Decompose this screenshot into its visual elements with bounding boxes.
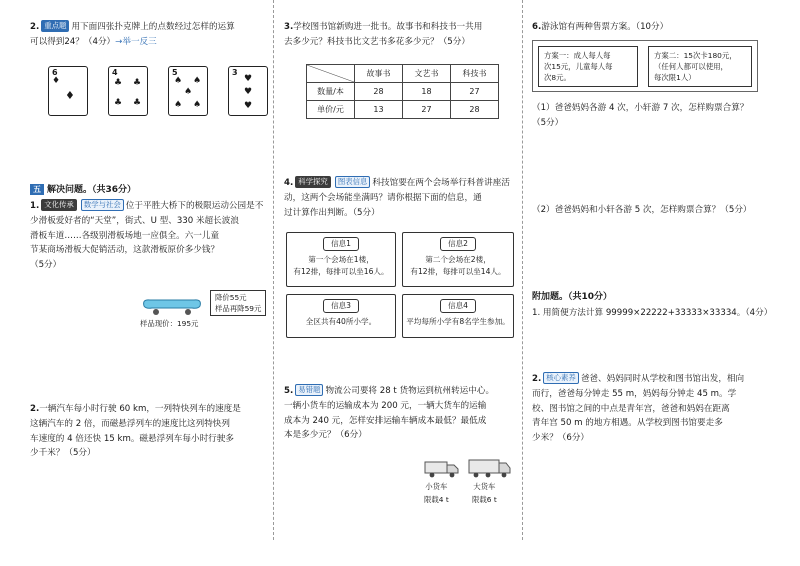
question-text: 而行，爸爸每分钟走 55 m，妈妈每分钟走 45 m。学 bbox=[532, 388, 737, 399]
column-1 bbox=[30, 0, 268, 566]
column-divider-left bbox=[273, 0, 274, 540]
playing-card: 5 ♠ ♠ ♠ ♠ ♠ bbox=[168, 66, 208, 116]
error-prone-tag: 易错题 bbox=[295, 384, 323, 396]
plan-two: 方案二：15次卡180元， （任何人都可以使用， 每次限1人） bbox=[648, 46, 752, 87]
column-2 bbox=[284, 0, 518, 566]
column-3 bbox=[532, 0, 773, 566]
question-text: 少米？（6分） bbox=[532, 433, 590, 444]
spade-icon: ♠ bbox=[193, 100, 202, 110]
table-header: 科技书 bbox=[451, 65, 499, 83]
question-text: 可以得到24？（4分） bbox=[30, 36, 116, 47]
question-text: 过计算作出判断。（5分） bbox=[284, 207, 380, 218]
playing-card: 3 ♥ ♥ ♥ bbox=[228, 66, 268, 116]
skateboard-icon bbox=[140, 294, 204, 316]
section-header bbox=[30, 183, 136, 198]
question-text: 校、图书馆之间的中点是青年宫，爸爸和妈妈在距离 bbox=[532, 403, 730, 414]
spade-icon: ♠ bbox=[184, 87, 193, 97]
heart-icon: ♥ bbox=[244, 74, 253, 84]
playing-card: 4 ♣ ♣ ♣ ♣ bbox=[108, 66, 148, 116]
question-text: 一辆小货车的运输成本为 200 元，一辆大货车的运输 bbox=[284, 400, 487, 411]
price-caption: 样品现价：195元 bbox=[140, 319, 199, 328]
table-row: 数量/本 28 18 27 bbox=[307, 83, 499, 101]
question-swimming: 6.游泳馆有两种售票方案。（10分） bbox=[532, 22, 669, 32]
question-text: 用下面四张扑克牌上的点数经过怎样的运算 bbox=[71, 22, 235, 32]
question-text: 滑板车道……各级别滑板场地一应俱全。六一儿童 bbox=[30, 230, 220, 241]
info-box-1: 信息1 第一个会场在1楼， 有12排，每排可以坐16人。 bbox=[286, 232, 396, 287]
info-box-3: 信息3 全区共有40所小学。 bbox=[286, 294, 396, 338]
extension-link[interactable]: →举一反三 bbox=[115, 36, 157, 47]
diamond-icon: ♦ bbox=[65, 89, 75, 102]
small-truck-icon bbox=[424, 460, 460, 478]
spade-icon: ♠ bbox=[174, 76, 183, 86]
question-lecture: 4. 科学探究 图表信息 科技馆要在两个会场举行科普讲座活 动，这两个会场能坐满吗？请你根据下面的信息，通 过计算作出判断。（5分） bbox=[284, 176, 518, 220]
sub-question-2: （2）爸爸妈妈和小轩各游 5 次，怎样购票合算？（5分） bbox=[532, 205, 752, 215]
discount-note: 降价55元 样品再降59元 bbox=[210, 290, 266, 316]
spade-icon: ♠ bbox=[193, 76, 202, 86]
question-number: 2. bbox=[30, 22, 40, 32]
info-box-2: 信息2 第二个会场在2楼， 有12排，每排可以坐14人。 bbox=[402, 232, 514, 287]
key-question-tag: 重点题 bbox=[41, 20, 69, 32]
question-text: 少千米？（5分） bbox=[30, 448, 96, 459]
info-box-4: 信息4 平均每所小学有8名学生参加。 bbox=[402, 294, 514, 338]
science-tag: 科学探究 bbox=[295, 176, 331, 188]
sub-question-1: （1）爸爸妈妈各游 4 次，小轩游 7 次，怎样购票合算？ （5分） bbox=[532, 103, 749, 128]
club-icon: ♣ bbox=[133, 98, 142, 108]
core-literacy-tag: 核心素养 bbox=[543, 372, 579, 384]
playing-card: 6 ♦ ♦ bbox=[48, 66, 88, 116]
section-title: 解决问题。（共36分） bbox=[47, 185, 137, 195]
question-text: 去多少元？科技书比文艺书多花多少元？（5分） bbox=[284, 36, 470, 47]
question-skateboard: 1. 文化传承 数学与社会 位于平胜大桥下的极限运动公园是不 少滑板爱好者的“天堂”，街式、U 型、330 米超长波浪 滑板车道……各级别滑板场地一应俱全。六一儿童 节某商场滑板大促销活动，这款滑板原价多少钱？ （5分） bbox=[30, 199, 268, 273]
big-truck-icon bbox=[468, 458, 512, 478]
question-text: （5分） bbox=[30, 260, 62, 271]
bonus-section-header: 附加题。（共10分） bbox=[532, 292, 613, 302]
question-logistics: 5. 易错题 物流公司要将 28 t 货物运到杭州转运中心。 一辆小货车的运输成本为 200 元，一辆大货车的运输 成本为 240 元，怎样安排运输车辆成本最低？最低成 本是多少元？（6分） bbox=[284, 384, 518, 443]
diamond-icon: ♦ bbox=[52, 76, 61, 86]
heart-icon: ♥ bbox=[244, 101, 253, 111]
spade-icon: ♠ bbox=[174, 100, 183, 110]
question-train-speed: 2.一辆汽车每小时行驶 60 km，一列特快列车的速度是 这辆汽车的 2 倍，而磁悬浮列车的速度比这列特快列 车速度的 4 倍还快 15 km。磁悬浮列车每小时行驶多 少千米？（5分） bbox=[30, 402, 268, 461]
club-icon: ♣ bbox=[133, 78, 142, 88]
playing-cards bbox=[48, 66, 268, 116]
table-header: 故事书 bbox=[355, 65, 403, 83]
chart-info-tag: 图表信息 bbox=[335, 176, 371, 188]
bonus-question-2: 2. 核心素养 爸爸、妈妈同时从学校和图书馆出发，相向 而行，爸爸每分钟走 55 m，妈妈每分钟走 45 m。学 校、图书馆之间的中点是青年宫，爸爸和妈妈在距离 青年宫 50 m 的地方相遇。从学校到图书馆要走多 少米？（6分） bbox=[532, 372, 770, 446]
question-text: 成本为 240 元，怎样安排运输车辆成本最低？最低成 bbox=[284, 415, 487, 426]
table-header: 文艺书 bbox=[403, 65, 451, 83]
math-society-tag: 数学与社会 bbox=[81, 199, 124, 211]
club-icon: ♣ bbox=[114, 98, 123, 108]
question-text: 本是多少元？（6分） bbox=[284, 430, 367, 441]
table-row: 单价/元 13 27 28 bbox=[307, 101, 499, 119]
plan-one: 方案一：成人每人每 次15元，儿童每人每 次8元。 bbox=[538, 46, 638, 87]
bonus-question-1: 1. 用简便方法计算 99999×22222+33333×33334。（4分） bbox=[532, 308, 773, 318]
question-text: 青年宫 50 m 的地方相遇。从学校到图书馆要走多 bbox=[532, 418, 723, 429]
question-books: 3.学校图书馆新购进一批书。故事书和科技书一共用 去多少元？科技书比文艺书多花多少元？（5分） bbox=[284, 20, 518, 50]
question-card-game bbox=[30, 20, 268, 50]
column-divider-right bbox=[522, 0, 523, 540]
books-table bbox=[306, 64, 499, 119]
club-icon: ♣ bbox=[114, 78, 123, 88]
question-text: 节某商场滑板大促销活动，这款滑板原价多少钱？ bbox=[30, 245, 220, 256]
heart-icon: ♥ bbox=[244, 87, 253, 97]
small-truck-label: 小货车 限载4 t bbox=[424, 482, 449, 504]
big-truck-label: 大货车 限载6 t bbox=[472, 482, 497, 504]
question-text: 这辆汽车的 2 倍，而磁悬浮列车的速度比这列特快列 bbox=[30, 418, 230, 429]
section-number: 五 bbox=[30, 184, 44, 195]
question-text: 动，这两个会场能坐满吗？请你根据下面的信息，通 bbox=[284, 192, 482, 203]
question-text: 少滑板爱好者的“天堂”，街式、U 型、330 米超长波浪 bbox=[30, 215, 239, 226]
table-header-row bbox=[307, 65, 499, 83]
culture-tag: 文化传承 bbox=[41, 199, 77, 211]
question-text: 车速度的 4 倍还快 15 km。磁悬浮列车每小时行驶多 bbox=[30, 433, 234, 444]
